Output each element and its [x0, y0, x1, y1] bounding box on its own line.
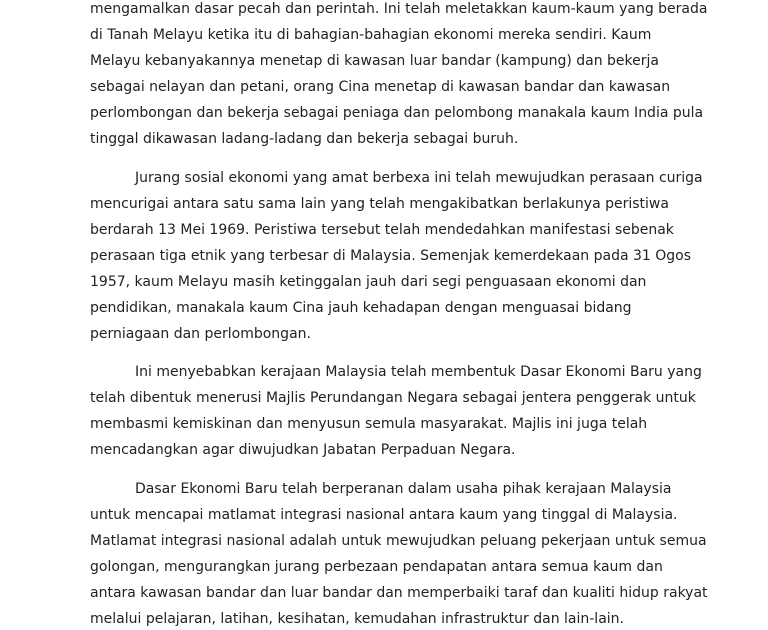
paragraph-line: Ini menyebabkan kerajaan Malaysia telah membentuk Dasar Ekonomi Baru yang: [135, 364, 702, 380]
paragraph-line: Matlamat integrasi nasional adalah untuk mewujudkan peluang pekerjaan untuk semua: [90, 533, 707, 549]
paragraph-line: golongan, mengurangkan jurang perbezaan pendapatan antara semua kaum dan: [90, 559, 663, 575]
paragraph-line: telah dibentuk menerusi Majlis Perundangan Negara sebagai jentera penggerak untuk: [90, 390, 696, 406]
paragraph-line: untuk mencapai matlamat integrasi nasional antara kaum yang tinggal di Malaysia.: [90, 507, 678, 523]
paragraph-line: mengamalkan dasar pecah dan perintah. Ini telah meletakkan kaum-kaum yang berada: [90, 1, 708, 17]
paragraph-line: Melayu kebanyakannya menetap di kawasan luar bandar (kampung) dan bekerja: [90, 53, 659, 69]
paragraph-line: mencadangkan agar diwujudkan Jabatan Perpaduan Negara.: [90, 442, 516, 458]
paragraph-line: sebagai nelayan dan petani, orang Cina menetap di kawasan bandar dan kawasan: [90, 79, 671, 95]
paragraph-line: pendidikan, manakala kaum Cina jauh kehadapan dengan menguasai bidang: [90, 300, 632, 316]
paragraph-line: antara kawasan bandar dan luar bandar dan memperbaiki taraf dan kualiti hidup rakyat: [90, 585, 708, 601]
paragraph-line: perniagaan dan perlombongan.: [90, 326, 311, 342]
paragraph-line: Dasar Ekonomi Baru telah berperanan dalam usaha pihak kerajaan Malaysia: [135, 481, 672, 497]
paragraph-line: berdarah 13 Mei 1969. Peristiwa tersebut telah mendedahkan manifestasi sebenak: [90, 222, 674, 238]
paragraph-line: melalui pelajaran, latihan, kesihatan, kemudahan infrastruktur dan lain-lain.: [90, 611, 624, 627]
paragraph-line: 1957, kaum Melayu masih ketinggalan jauh dari segi penguasaan ekonomi dan: [90, 274, 647, 290]
paragraph-line: Jurang sosial ekonomi yang amat berbexa ini telah mewujudkan perasaan curiga: [135, 170, 703, 186]
paragraph-line: membasmi kemiskinan dan menyusun semula masyarakat. Majlis ini juga telah: [90, 416, 648, 432]
paragraph-line: tinggal dikawasan ladang-ladang dan bekerja sebagai buruh.: [90, 131, 519, 147]
paragraph-line: di Tanah Melayu ketika itu di bahagian-bahagian ekonomi mereka sendiri. Kaum: [90, 27, 652, 43]
paragraph-line: mencurigai antara satu sama lain yang telah mengakibatkan berlakunya peristiwa: [90, 196, 669, 212]
paragraph-line: perasaan tiga etnik yang terbesar di Malaysia. Semenjak kemerdekaan pada 31 Ogos: [90, 248, 692, 264]
paragraph-line: perlombongan dan bekerja sebagai peniaga dan pelombong manakala kaum India pula: [90, 105, 704, 121]
